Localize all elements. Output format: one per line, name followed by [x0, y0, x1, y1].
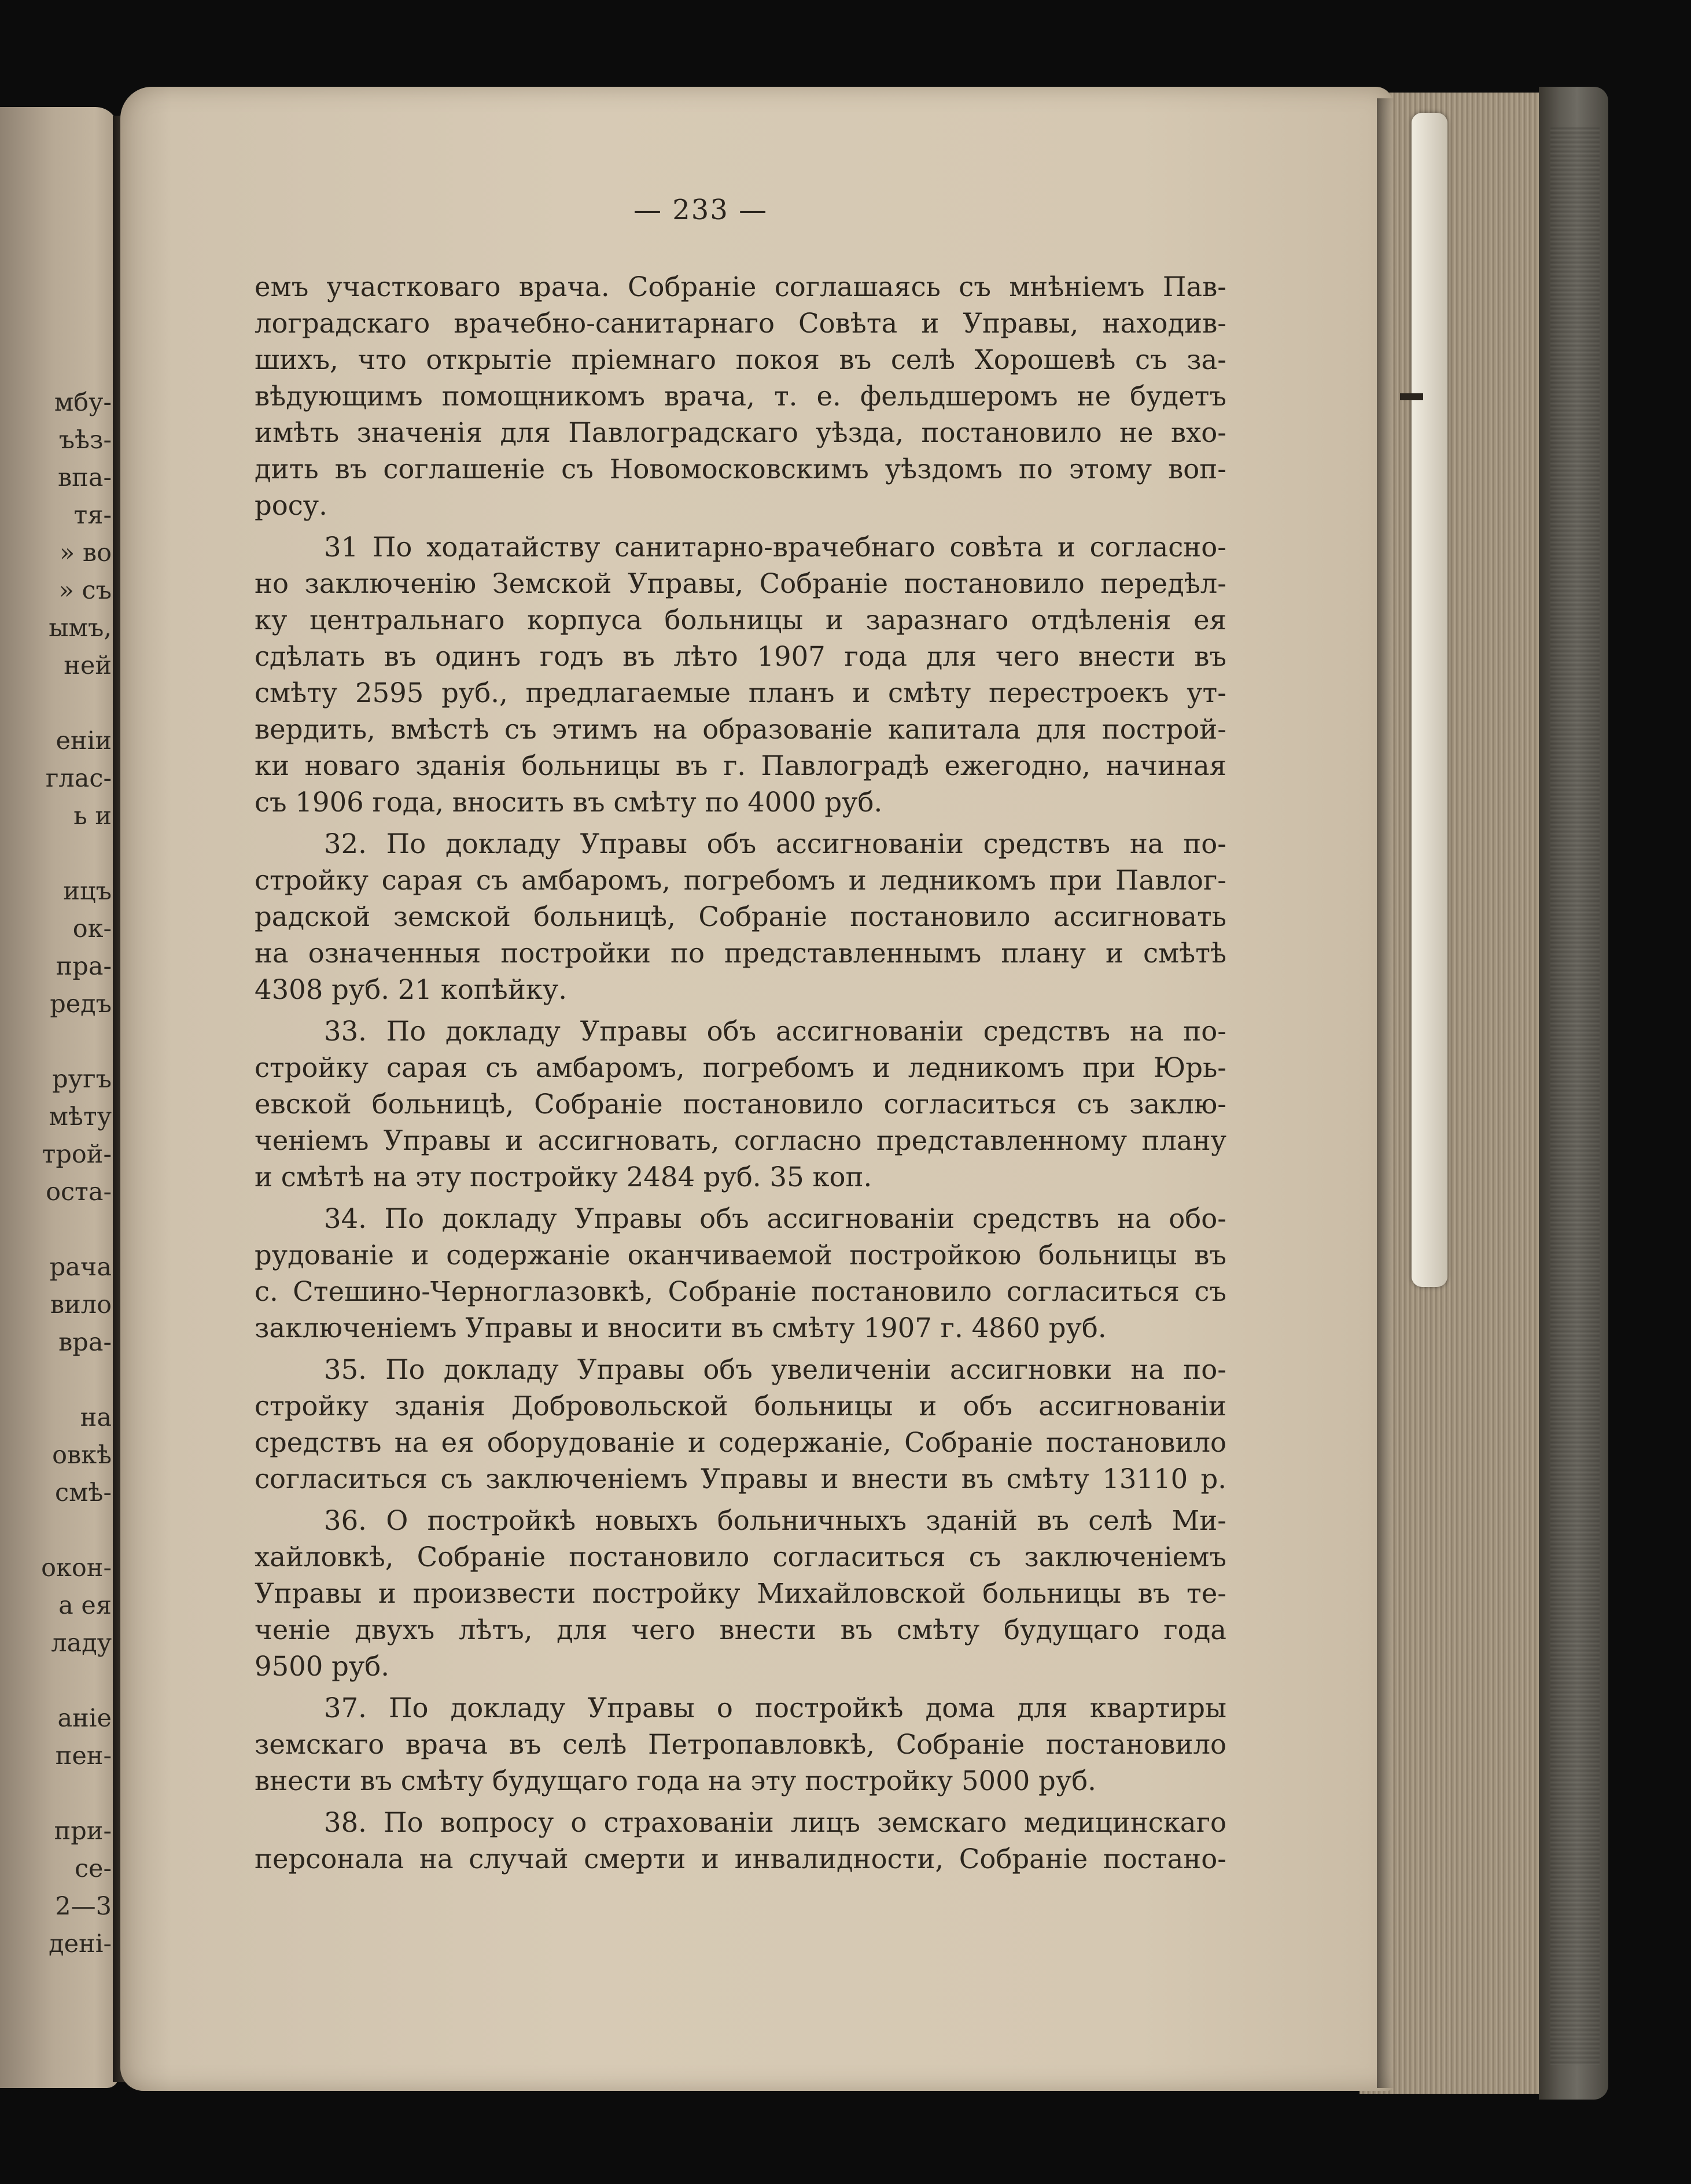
text-line: хайловкѣ, Собраніе постановило согласиться съ заключеніемъ	[255, 1541, 1226, 1573]
left-fragment: пра-	[56, 952, 112, 981]
left-fragment: редъ	[50, 990, 112, 1019]
left-page	[0, 107, 119, 2088]
left-fragment: впа-	[57, 463, 112, 492]
left-fragment: пен-	[55, 1742, 112, 1770]
text-line: евской больницѣ, Собраніе постановило согласиться съ заклю-	[255, 1089, 1226, 1120]
cover-texture	[1550, 127, 1600, 2065]
text-line: и смѣтѣ на эту постройку 2484 руб. 35 коп.	[255, 1161, 872, 1193]
left-fragment: глас-	[45, 764, 112, 793]
text-line: ки новаго зданія больницы въ г. Павлоградѣ ежегодно, начиная	[255, 750, 1226, 781]
text-line: земскаго врача въ селѣ Петропавловкѣ, Собраніе постановило	[255, 1729, 1226, 1760]
text-line: шихъ, что открытіе пріемнаго покоя въ селѣ Хорошевѣ съ за-	[255, 344, 1226, 375]
text-line: стройку сарая съ амбаромъ, погребомъ и ледникомъ при Юрь-	[255, 1052, 1226, 1083]
left-fragment: се-	[74, 1854, 112, 1883]
paragraph-start: 31 По ходатайству санитарно-врачебнаго совѣта и согласно-	[324, 532, 1226, 563]
left-fragment: еніи	[56, 726, 112, 755]
text-line: емъ участковаго врача. Собраніе соглашаясь съ мнѣніемъ Пав-	[255, 271, 1226, 302]
left-fragment: мбу-	[54, 388, 112, 417]
left-fragment: ней	[64, 651, 112, 680]
text-line: съ 1906 года, вносить въ смѣту по 4000 руб.	[255, 787, 883, 818]
text-line: Управы и произвести постройку Михайловской больницы въ те-	[255, 1578, 1226, 1609]
paragraph-start: 38. По вопросу о страхованіи лицъ земскаго медицинскаго	[324, 1807, 1226, 1838]
left-fragment: окон-	[41, 1554, 112, 1582]
text-line: ченіе двухъ лѣтъ, для чего внести въ смѣту будущаго года	[255, 1614, 1226, 1646]
text-line: радской земской больницѣ, Собраніе постановило ассигновать	[255, 901, 1226, 932]
paragraph-start: 34. По докладу Управы объ ассигнованіи средствъ на обо-	[324, 1203, 1226, 1234]
paragraph-start: 36. О постройкѣ новыхъ больничныхъ зданій въ селѣ Ми-	[324, 1505, 1226, 1536]
left-fragment: ок-	[72, 914, 112, 943]
left-fragment: оста-	[46, 1178, 112, 1207]
paragraph-start: 33. По докладу Управы объ ассигнованіи средствъ на по-	[324, 1016, 1226, 1047]
left-fragment: » во	[59, 538, 112, 567]
left-fragment: ь и	[73, 802, 112, 831]
text-line: 9500 руб.	[255, 1651, 390, 1682]
text-line: 4308 руб. 21 копѣйку.	[255, 974, 568, 1005]
left-fragment: трой-	[42, 1140, 112, 1169]
text-line: внести въ смѣту будущаго года на эту постройку 5000 руб.	[255, 1765, 1096, 1796]
left-fragment: а ея	[58, 1591, 112, 1620]
left-fragment: ицъ	[63, 877, 112, 906]
text-line: смѣту 2595 руб., предлагаемые планъ и смѣту перестроекъ ут-	[255, 677, 1226, 709]
text-line: рудованіе и содержаніе оканчиваемой постройкою больницы въ	[255, 1239, 1226, 1271]
left-fragment: вра-	[58, 1328, 112, 1357]
left-fragment: ладу	[51, 1629, 112, 1658]
text-line: средствъ на ея оборудованіе и содержаніе, Собраніе постановило	[255, 1427, 1226, 1458]
left-fragment: смѣ-	[55, 1478, 112, 1507]
left-fragment: мѣту	[49, 1102, 112, 1131]
left-fragment: овкѣ	[52, 1441, 112, 1470]
text-line: на означенныя постройки по представленнымъ плану и смѣтѣ	[255, 938, 1226, 969]
text-line: но заключенію Земской Управы, Собраніе постановило передѣл-	[255, 568, 1226, 599]
left-fragment: вило	[50, 1290, 112, 1319]
text-line: ку центральнаго корпуса больницы и заразнаго отдѣленія ея	[255, 604, 1226, 636]
paragraph-start: 32. По докладу Управы объ ассигнованіи средствъ на по-	[324, 828, 1226, 859]
text-line: вердить, вмѣстѣ съ этимъ на образованіе капитала для построй-	[255, 714, 1226, 745]
left-fragment: при-	[54, 1817, 112, 1846]
text-line: заключеніемъ Управы и вносити въ смѣту 1907 г. 4860 руб.	[255, 1312, 1107, 1344]
text-line: вѣдующимъ помощникомъ врача, т. е. фельдшеромъ не будетъ	[255, 381, 1226, 412]
text-line: ченіемъ Управы и ассигновать, согласно представленному плану	[255, 1125, 1226, 1156]
left-fragment: дені-	[49, 1930, 112, 1958]
left-fragment: ругъ	[52, 1065, 112, 1094]
text-line: лоградскаго врачебно-санитарнаго Совѣта и Управы, находив-	[255, 308, 1226, 339]
left-fragment: на	[80, 1403, 112, 1432]
bookmark-tab	[1400, 393, 1423, 400]
paragraph-start: 37. По докладу Управы о постройкѣ дома для квартиры	[324, 1692, 1226, 1724]
left-fragment: аніе	[57, 1704, 112, 1733]
left-fragment: 2—3	[55, 1892, 112, 1921]
left-fragment: ымъ,	[49, 614, 112, 643]
left-fragment: ъѣз-	[58, 426, 112, 455]
text-line: имѣть значенія для Павлоградскаго уѣзда, постановило не вхо-	[255, 417, 1226, 448]
text-line: стройку зданія Добровольской больницы и объ ассигнованіи	[255, 1390, 1226, 1422]
text-line: росу.	[255, 490, 327, 521]
left-fragment: тя-	[73, 501, 112, 530]
text-line: стройку сарая съ амбаромъ, погребомъ и ледникомъ при Павлог-	[255, 865, 1226, 896]
left-fragment: рача	[49, 1253, 112, 1282]
page-number: — 233 —	[633, 194, 768, 226]
text-line: с. Стешино-Черноглазовкѣ, Собраніе постановило согласиться съ	[255, 1276, 1226, 1307]
left-fragment: » съ	[58, 576, 112, 605]
text-line: сдѣлать въ одинъ годъ въ лѣто 1907 года для чего внести въ	[255, 641, 1226, 672]
paper-bookmark	[1412, 113, 1447, 1287]
paragraph-start: 35. По докладу Управы объ увеличеніи ассигновки на по-	[324, 1354, 1226, 1385]
text-line: персонала на случай смерти и инвалидности, Собраніе постано-	[255, 1843, 1226, 1875]
text-line: дить въ соглашеніе съ Новомосковскимъ уѣздомъ по этому воп-	[255, 453, 1226, 485]
page-edge-shadow	[1377, 98, 1394, 2088]
text-line: согласиться съ заключеніемъ Управы и внести въ смѣту 13110 р.	[255, 1463, 1226, 1495]
